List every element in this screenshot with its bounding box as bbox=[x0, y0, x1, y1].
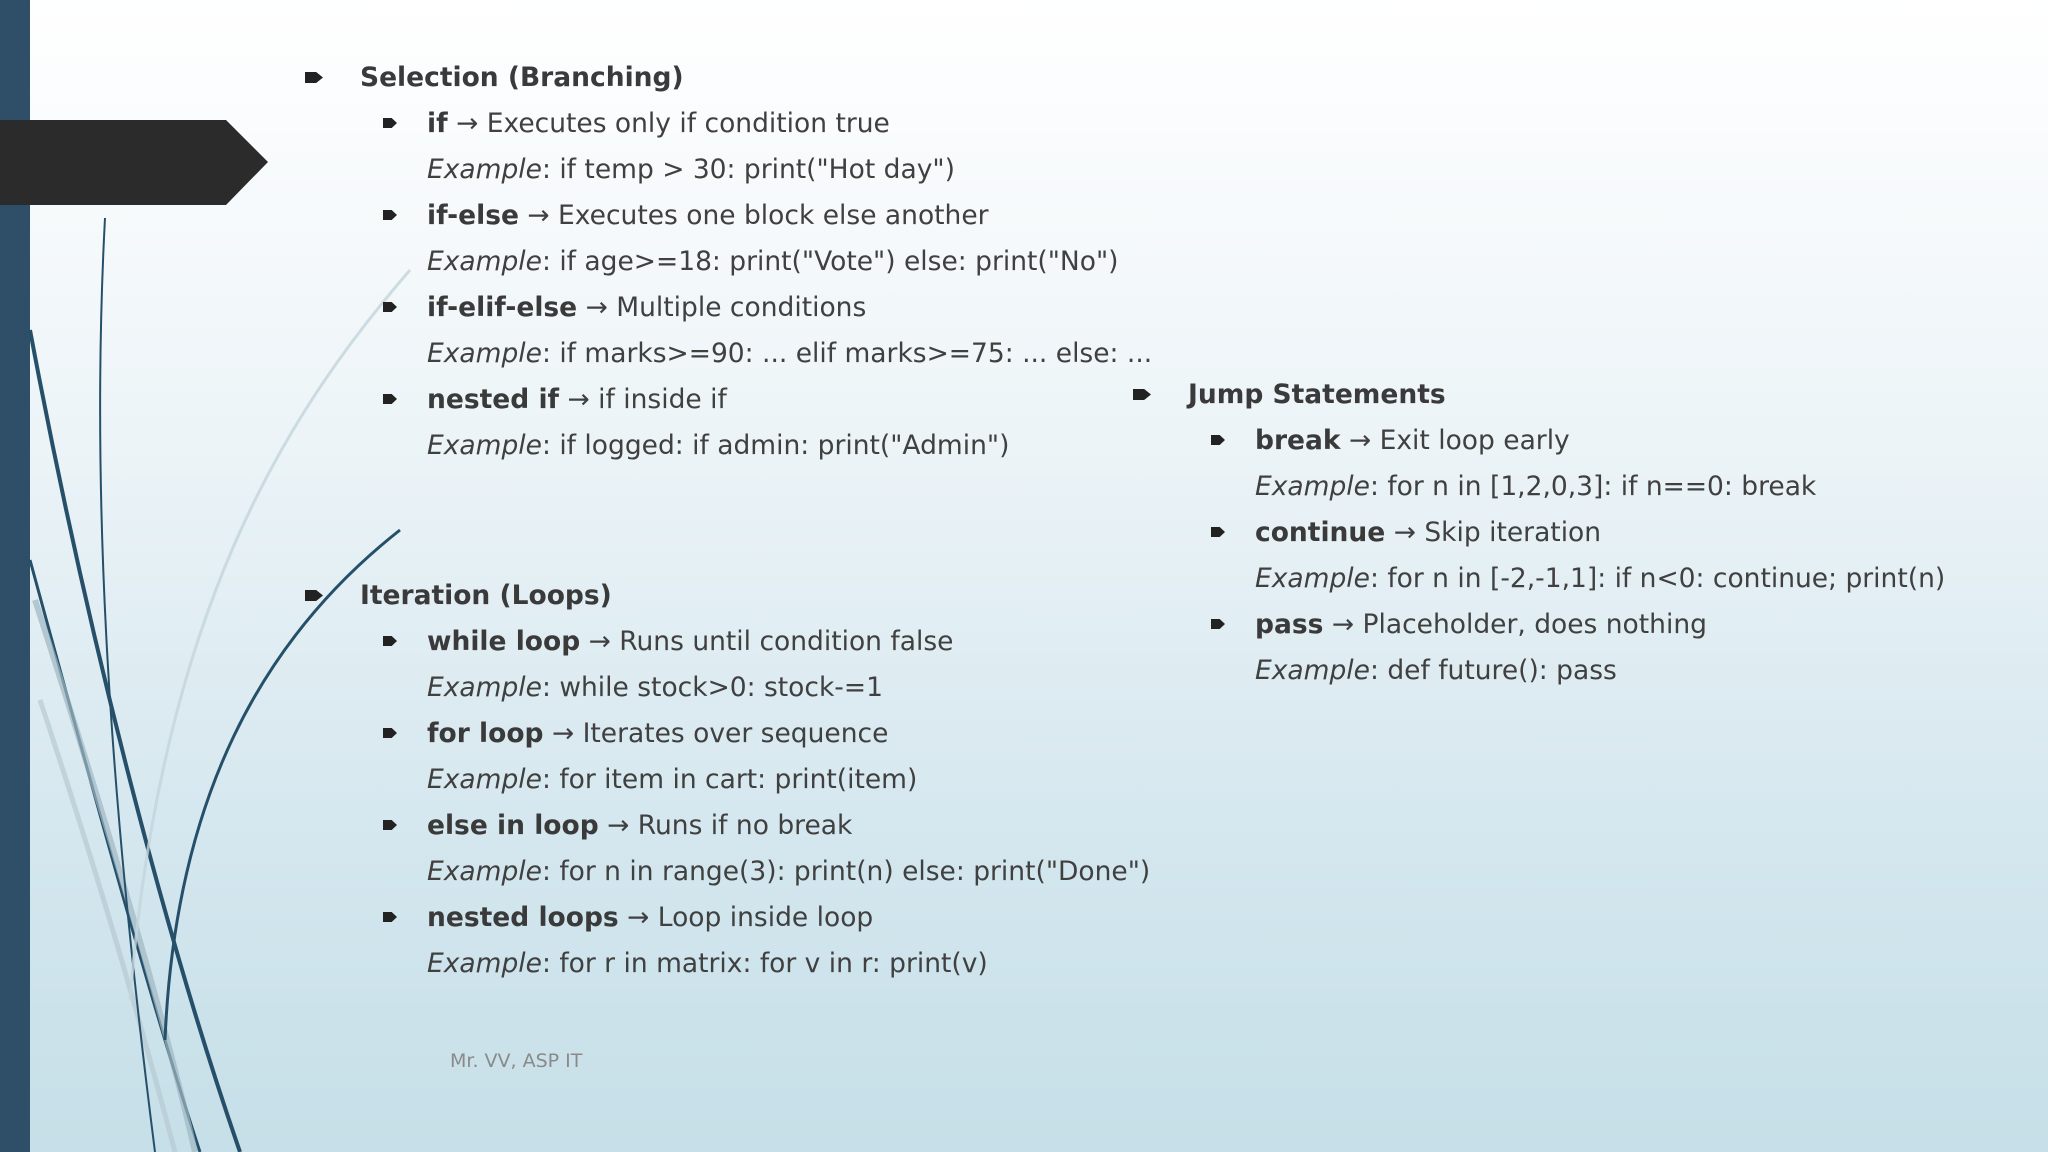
description: Placeholder, does nothing bbox=[1362, 609, 1707, 640]
example-label: Example bbox=[1255, 471, 1370, 502]
arrow-glyph: → bbox=[607, 810, 630, 841]
jump-item-break bbox=[1255, 424, 1570, 458]
bullet-icon bbox=[1211, 527, 1225, 537]
selection-item-if-elif-else bbox=[427, 291, 866, 325]
arrow-glyph: → bbox=[588, 626, 611, 657]
slide-footer: Mr. VV, ASP IT bbox=[450, 1050, 583, 1072]
example-code: : for item in cart: print(item) bbox=[541, 764, 918, 795]
description: Executes one block else another bbox=[558, 200, 989, 231]
description: Exit loop early bbox=[1379, 425, 1570, 456]
description: if inside if bbox=[598, 384, 727, 415]
jump-item-continue bbox=[1255, 516, 1601, 550]
arrow-glyph: → bbox=[456, 108, 479, 139]
example-if bbox=[427, 153, 955, 187]
arrow-glyph: → bbox=[567, 384, 590, 415]
example-label: Example bbox=[427, 338, 542, 369]
iteration-item-else-in-loop bbox=[427, 809, 852, 843]
example-pass bbox=[1255, 654, 1617, 688]
iteration-item-nested-loops bbox=[427, 901, 873, 935]
arrow-tab-shape bbox=[0, 120, 268, 205]
example-code: : if age>=18: print("Vote") else: print("No") bbox=[541, 246, 1119, 277]
arrow-glyph: → bbox=[551, 718, 575, 749]
term: nested loops bbox=[427, 902, 619, 933]
example-nested-loops bbox=[427, 947, 988, 981]
example-nested-if bbox=[427, 429, 1009, 463]
selection-item-nested-if bbox=[427, 383, 727, 417]
bullet-icon bbox=[1211, 435, 1225, 445]
example-code: : for n in [1,2,0,3]: if n==0: break bbox=[1369, 471, 1817, 502]
iteration-heading: Iteration (Loops) bbox=[360, 580, 612, 611]
example-code: : for n in range(3): print(n) else: print("Done") bbox=[541, 856, 1151, 887]
term: break bbox=[1255, 425, 1341, 456]
term: continue bbox=[1255, 517, 1386, 548]
arrow-glyph: → bbox=[1348, 425, 1372, 456]
example-label: Example bbox=[427, 856, 542, 887]
selection-item-if-else bbox=[427, 199, 989, 233]
bullet-icon bbox=[1211, 619, 1225, 629]
selection-item-if bbox=[427, 107, 890, 141]
description: Skip iteration bbox=[1424, 517, 1602, 548]
example-label: Example bbox=[427, 154, 542, 185]
example-else-in-loop bbox=[427, 855, 1150, 889]
term: if-elif-else bbox=[427, 292, 578, 323]
arrow-glyph: → bbox=[527, 200, 550, 231]
example-code: : for r in matrix: for v in r: print(v) bbox=[541, 948, 988, 979]
example-code: : for n in [-2,-1,1]: if n<0: continue; print(n) bbox=[1369, 563, 1946, 594]
example-code: : if logged: if admin: print("Admin") bbox=[541, 430, 1010, 461]
example-code: : if temp > 30: print("Hot day") bbox=[541, 154, 955, 185]
arrow-glyph: → bbox=[1393, 517, 1416, 548]
description: Multiple conditions bbox=[616, 292, 867, 323]
example-label: Example bbox=[427, 948, 542, 979]
example-if-else bbox=[427, 245, 1119, 279]
term: if bbox=[427, 108, 448, 139]
example-break bbox=[1255, 470, 1816, 504]
arrow-glyph: → bbox=[1331, 609, 1355, 640]
selection-heading: Selection (Branching) bbox=[360, 62, 684, 93]
example-label: Example bbox=[427, 764, 542, 795]
term: while loop bbox=[427, 626, 581, 657]
example-label: Example bbox=[1255, 563, 1370, 594]
example-code: : while stock>0: stock-=1 bbox=[541, 672, 883, 703]
term: if-else bbox=[427, 200, 519, 231]
example-label: Example bbox=[427, 430, 542, 461]
bullet-icon bbox=[1133, 389, 1151, 400]
jump-heading: Jump Statements bbox=[1188, 379, 1446, 410]
description: Runs if no break bbox=[637, 810, 853, 841]
description: Executes only if condition true bbox=[486, 108, 890, 139]
example-label: Example bbox=[427, 672, 542, 703]
example-while bbox=[427, 671, 883, 705]
description: Loop inside loop bbox=[657, 902, 874, 933]
description: Runs until condition false bbox=[619, 626, 954, 657]
arrow-glyph: → bbox=[585, 292, 608, 323]
jump-item-pass bbox=[1255, 608, 1707, 642]
term: pass bbox=[1255, 609, 1324, 640]
example-if-elif-else bbox=[427, 337, 1152, 371]
example-for bbox=[427, 763, 917, 797]
term: else in loop bbox=[427, 810, 599, 841]
example-continue bbox=[1255, 562, 1945, 596]
term: for loop bbox=[427, 718, 544, 749]
iteration-item-for bbox=[427, 717, 888, 751]
iteration-item-while bbox=[427, 625, 953, 659]
arrow-glyph: → bbox=[627, 902, 650, 933]
example-label: Example bbox=[427, 246, 542, 277]
term: nested if bbox=[427, 384, 560, 415]
example-code: : def future(): pass bbox=[1369, 655, 1617, 686]
description: Iterates over sequence bbox=[582, 718, 889, 749]
example-code: : if marks>=90: ... elif marks>=75: ... else: ... bbox=[541, 338, 1153, 369]
example-label: Example bbox=[1255, 655, 1370, 686]
